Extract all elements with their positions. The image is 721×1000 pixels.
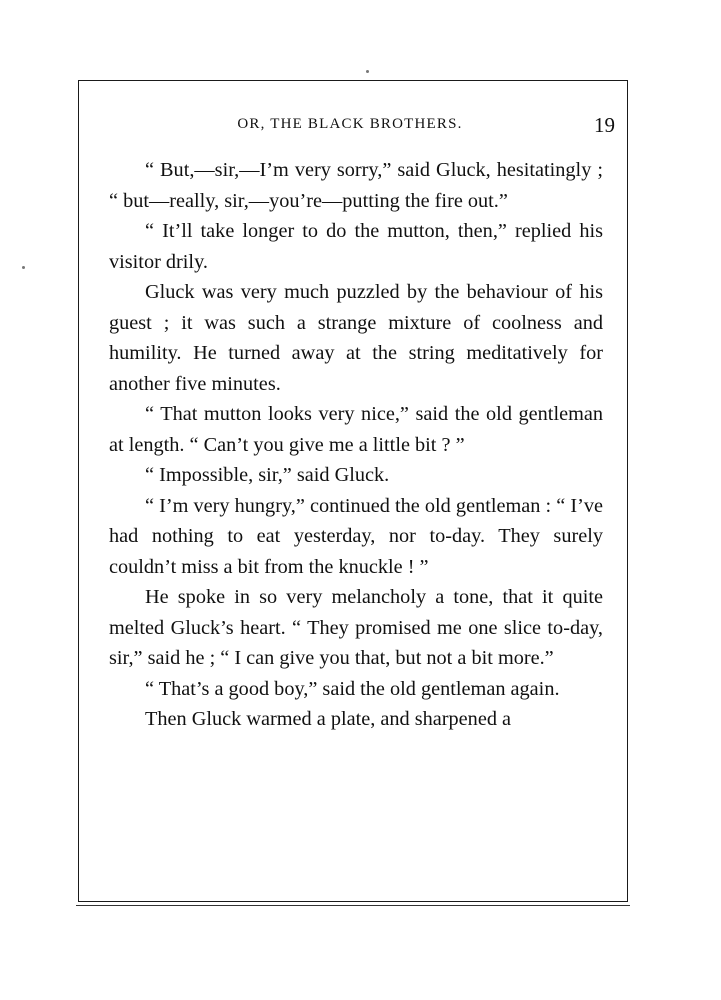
paragraph: “ I’m very hungry,” continued the old gentleman : “ I’ve had nothing to eat yesterday, nor to-day. They surely couldn’t miss a bit from the knuckle ! ” [109, 494, 603, 578]
running-title: OR, THE BLACK BROTHERS. [237, 116, 463, 132]
paragraph: “ But,—sir,—I’m very sorry,” said Gluck, hesitatingly ; “ but—really, sir,—you’re—putting the fire out.” [109, 159, 603, 212]
paragraph: Then Gluck warmed a plate, and sharpened a [145, 708, 512, 730]
page-number: 19 [594, 113, 615, 137]
body-text [109, 155, 603, 735]
paragraph: “ That mutton looks very nice,” said the old gentleman at length. “ Can’t you give me a little bit ? ” [109, 403, 603, 456]
print-speck [366, 70, 369, 73]
paragraph: “ Impossible, sir,” said Gluck. [145, 464, 390, 486]
paragraph: He spoke in so very melancholy a tone, that it quite melted Gluck’s heart. “ They promised me one slice to-day, sir,” said he ; “ I can give you that, but not a bit more.” [109, 586, 603, 669]
paragraph: Gluck was very much puzzled by the behaviour of his guest ; it was such a strange mixture of coolness and humility. He turned away at the string meditatively for another five minutes. [109, 281, 603, 395]
print-speck [22, 266, 25, 269]
bottom-rule [76, 905, 630, 906]
paragraph: “ It’ll take longer to do the mutton, then,” replied his visitor drily. [109, 220, 603, 273]
paragraph: “ That’s a good boy,” said the old gentleman again. [145, 677, 560, 700]
